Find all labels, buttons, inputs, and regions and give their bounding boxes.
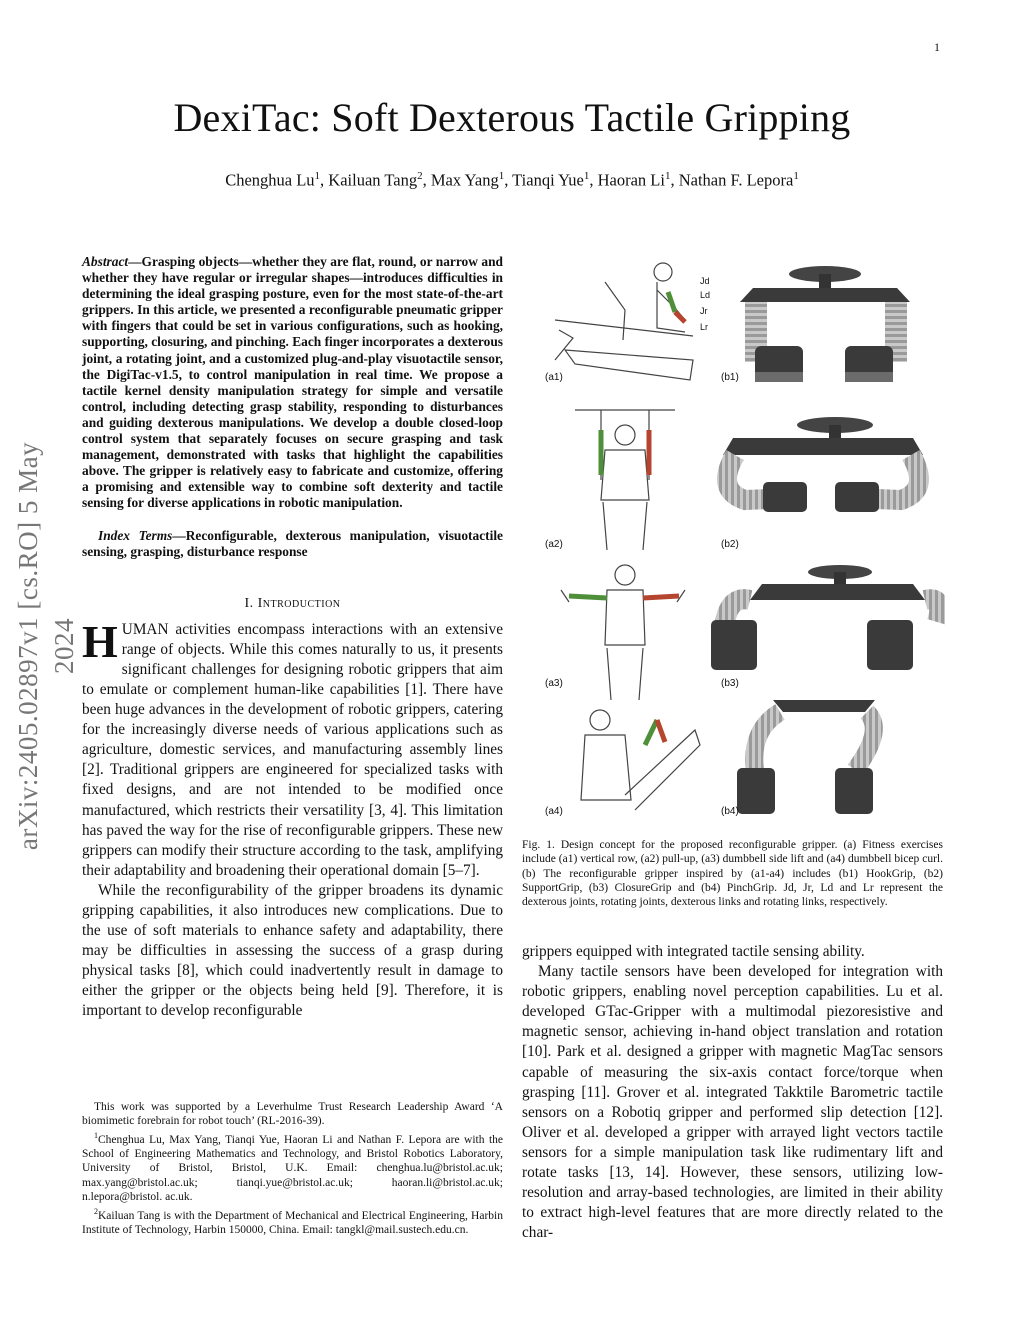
author-affiliation: 1 [793,170,799,182]
intro-paragraph-2: While the reconfigurability of the gripper broadens its dynamic gripping capabilities, it also introduces new complications. Due to the use of soft materials to enhance safety and adaptability, there may be difficulties in assessing the success of a grasp during physical tasks [8], which could inadvertently result in damage to either the gripper or the objects being held [9]. Therefore, it is important to develop reconfigurable [82,881,503,1020]
a1-arm-red [675,312,685,322]
panel-label-a4: (a4) [545,806,563,817]
index-terms-text: —Reconfigurable, dexterous manipulation, visuotactile sensing, grasping, disturbance response [82,527,503,559]
panel-label-b2: (b2) [721,539,739,550]
paper-title: DexiTac: Soft Dexterous Tactile Gripping [173,95,851,140]
footnote-mark: 1 [94,1130,98,1140]
link-label-lr: Lr [700,322,709,332]
b2-support-grip [723,417,923,512]
section-number: I. [244,595,258,611]
intro-paragraph-3: Many tactile sensors have been developed for integration with robotic grippers, enabling novel perception capabilities. Lu et al. developed GTac-Gripper with a multimodal piezoresistive and magnetic sensor, achieving in-hand object translation and rotation [10]. Park et al. designed a gripper with magnetic MagTac sensors capable of measuring the six-axis contact force/torque when grasping [11]. Grover et al. integrated Takktile Barometric tactile sensors on a Robotiq gripper and performed slip detection [12]. Oliver et al. developed a gripper with arrayed light vectors tactile sensors for a simple manipulation task like rudimentary lift and rotate tasks [13, 14]. However, these sensors, utilizing low-resolution and array-based technologies, are limited in their ability to extract high-level features that are more directly related to the char- [522,963,943,1242]
footnote-affiliation-1-text: Chenghua Lu, Max Yang, Tianqi Yue, Haoran Li and Nathan F. Lepora are with the School of Engineering Mathematics and Technology, and Bristol Robotics Laboratory, University of Bristol, Bristol, U.K. Email: chenghua.lu@bristol.ac.uk; max.yang@bristol.ac.uk; tianqi.yue@bristol.ac.uk; haoran.li@bristol.ac.uk; n.lepora@bristol. ac.uk. [82,1133,503,1204]
a3-arm-green [569,596,607,598]
panel-label-b3: (b3) [721,678,739,689]
footnote-affiliation-1 [82,1129,503,1205]
a3-side-lift-sketch [561,565,685,700]
b4-pinch-grip [737,700,875,814]
panel-label-b1: (b1) [721,372,739,383]
author-name: Max Yang [430,170,499,190]
intro-paragraph-2-continued: grippers equipped with integrated tactile sensing ability. [522,943,865,960]
page-number: 1 [934,40,940,54]
section-heading [82,596,503,612]
joint-label-jd: Jd [700,276,710,286]
abstract-text: —Grasping objects—whether they are flat, round, or narrow and whether they have regular or irregular shapes—introduces difficulties in determining the ideal grasping posture, even for the most state-of-the-art grippers. In this article, we presented a reconfigurable pneumatic gripper with fingers that could be set in various configurations, such as hooking, supporting, closuring, and pinching. Each finger incorporates a dexterous joint, a rotating joint, and a customized plug-and-play visuotactile sensor, the DigiTac-v1.5, to control manipulation in real time. We propose a tactile kernel density manipulation strategy for simple and versatile control, including detecting grasp stability, responding to disturbances and guiding dexterous manipulations. We develop a double closed-loop control system that separately focuses on secure grasping and task management, demonstrated with tasks that highlight the capabilities above. The gripper is relatively easy to fabricate and customize, offering a promising and extensible way to combine soft dexterity and tactile sensing for diverse applications in robotic manipulation. [82,254,503,511]
link-label-ld: Ld [700,290,711,300]
figure-1 [545,250,945,830]
author-name: Tianqi Yue [512,170,584,190]
abstract [82,254,503,512]
b3-closure-grip [711,565,939,670]
intro-paragraph-1 [82,615,503,881]
author-list: Chenghua Lu$^1$, Kailuan Tang$^2$, Max Yang$^1$, Tianqi Yue$^1$, Haoran Li$^1$, Nathan F. Lepora$^1$ [225,170,799,190]
footnote-funding: This work was supported by a Leverhulme Trust Research Leadership Award ‘A biomimetic forebrain for robot touch’ (RL-2016-39). [82,1101,503,1128]
panel-label-b4: (b4) [721,806,739,817]
joint-label-jr: Jr [700,306,708,316]
author-name: Kailuan Tang [328,170,418,190]
author-affiliation: 1 [498,170,505,182]
index-terms-label: Index Terms [98,527,173,543]
footnote-affiliation-2-text: Kailuan Tang is with the Department of Mechanical and Electrical Engineering, Harbin Institute of Technology, Harbin 150000, China. Email: tangkl@mail.sustech.edu.cn. [82,1209,503,1236]
arxiv-identifier: arXiv:2405.02897v1 [cs.RO] 5 May 2024 [13,441,79,851]
abstract-label: Abstract [82,254,129,269]
author-name: Haoran Li [597,170,665,190]
a4-bicep-curl-sketch [581,710,700,810]
a4-arm-green [645,720,657,745]
a4-arm-red [657,720,665,742]
author-affiliation: 1 [664,170,671,182]
panel-label-a1: (a1) [545,372,563,383]
author-name: Nathan F. Lepora [678,170,794,190]
panel-label-a2: (a2) [545,539,563,550]
left-column [82,254,503,1022]
author-affiliation: 1 [583,170,590,182]
intro-paragraph-1-text: UMAN activities encompass interactions with an extensive range of objects. While this comes naturally to us, it presents significant challenges for designing robotic grippers that aim to emulate or complement human-like capabilities [1]. There have been huge advances in the development of robotic grippers, catering for the increasingly diverse needs of various applications such as agriculture, domestic services, and manufacturing assembly lines [2]. Traditional grippers are engineered for specialized tasks with fixed designs, and are not intended to be modified once manufactured, which restricts their versatility [3, 4]. This limitation has paved the way for the rise of reconfigurable grippers. These new grippers can modify their structure according to the task, amplifying their adaptability and broadening their operational domain [5–7]. [82,620,503,879]
author-name: Chenghua Lu [225,170,315,190]
a1-arm-green [668,292,675,312]
a3-arm-red [643,596,679,598]
drop-cap: H [82,615,118,667]
right-column [522,942,943,1243]
author-affiliation: 1 [314,170,321,182]
section-title: Introduction [257,595,341,611]
b1-hook-grip [740,266,910,382]
figure-illustration [545,250,945,830]
a1-rowing-sketch [555,263,693,380]
a2-pullup-sketch [575,410,675,550]
index-terms [82,528,503,560]
footnotes [82,1100,503,1237]
panel-label-a3: (a3) [545,678,563,689]
figure-caption: Fig. 1. Design concept for the proposed reconfigurable gripper. (a) Fitness exercises include (a1) vertical row, (a2) pull-up, (a3) dumbbell side lift and (a4) dumbbell bicep curl. (b) The reconfigurable gripper inspired by (a1-a4) includes (b1) HookGrip, (b2) SupportGrip, (b3) ClosureGrip and (b4) PinchGrip. Jd, Jr, Ld and Lr represent the dexterous joints, rotating joints, dexterous links and rotating links, respectively. [522,839,943,909]
author-affiliation: 2 [417,170,423,182]
footnote-affiliation-2 [82,1205,503,1238]
footnote-mark: 2 [94,1206,98,1216]
